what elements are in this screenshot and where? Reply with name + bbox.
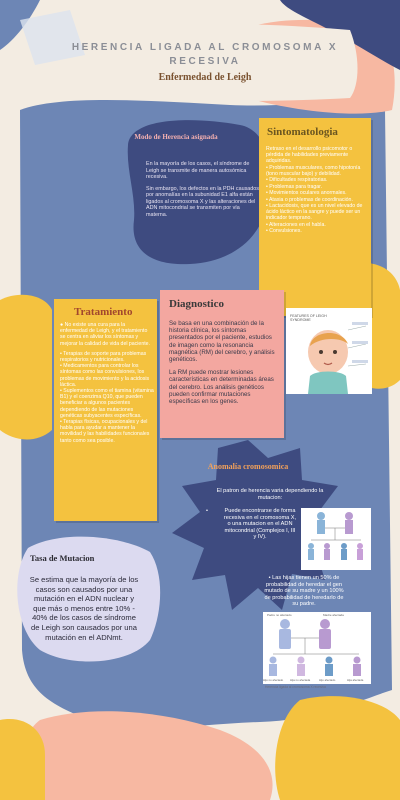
sintomatologia-title: Sintomatologia xyxy=(267,126,338,138)
diagnostico-title: Diagnostico xyxy=(169,298,224,310)
leigh-features-heading: FEATURES OF LEIGH SYNDROME xyxy=(290,314,327,323)
page-title: HERENCIA LIGADA AL CROMOSOMA X RECESIVA xyxy=(71,42,339,67)
bullet-dot-icon: • xyxy=(206,508,208,514)
anomalia-bullet-1 xyxy=(206,508,297,541)
modo-herencia-paragraph-1: En la mayoría de los casos, el síndrome de Leigh se transmite de manera autosómica recesiva. xyxy=(146,161,250,180)
diagnostico-paragraph-2: La RM puede mostrar lesiones características en determinadas áreas del cerebro. Los análisis genéticos pueden confirmar mutaciones específicas en los genes. xyxy=(169,369,274,406)
pedigree-label: Madre afectada xyxy=(323,613,344,617)
anomalia-bullet-2: • Las hijas tienen un 50% de probabilidad de heredar el gen mutado de su madre y un 100% de probabilidad de heredarlo de su padre. xyxy=(264,575,344,608)
sintomatologia-item: • Convulsiones. xyxy=(266,228,302,235)
pedigree-large-illustration xyxy=(263,612,371,684)
sintomatologia-item: • Problemas para tragar. xyxy=(266,183,323,190)
modo-herencia-title: Modo de Herencia asignada xyxy=(134,133,218,141)
tratamiento-list xyxy=(60,322,154,444)
sintomatologia-item: • Dificultades respiratorias. xyxy=(266,177,328,184)
tratamiento-item: • Terapias de soporte para problemas respiratorios y nutricionales. xyxy=(60,350,147,364)
tratamiento-title: Tratamiento xyxy=(74,306,133,318)
tasa-text: Se estima que la mayoría de los casos son causados por una mutación en el ADN nuclear y que más o menos entre 10% - 40% de los casos de síndrome de Leigh son causados por una mutación en el ADNmt. xyxy=(29,575,139,642)
tratamiento-item-text: No existe una cura para la enfermedad de Leigh, y el tratamiento se centra en aliviar los síntomas y mejorar la calidad de vida del paciente. xyxy=(60,322,150,347)
sintomatologia-item: • Ataxia o problemas de coordinación. xyxy=(266,196,353,203)
pedigree-small-illustration xyxy=(301,508,371,570)
pedigree-figure-small xyxy=(301,508,371,570)
sintomatologia-list xyxy=(266,146,364,235)
diagnostico-text xyxy=(169,320,277,405)
modo-herencia-paragraph-2: Sin embargo, los defectos en la PDH causados por anomalías en la subunidad E1 alfa están ligados al cromosoma X y las alteraciones del ADN mitocondrial se transmiten por vía materna. xyxy=(146,185,259,218)
anomalia-intro: El patron de herencia varia dependiendo la mutacion: xyxy=(216,488,324,501)
tasa-title: Tasa de Mutacion xyxy=(30,553,95,563)
pedigree-label: Hija no afectada xyxy=(290,678,311,682)
pedigree-label: Hijo no afectado xyxy=(263,678,284,682)
anomalia-title: Anomalía cromosomica xyxy=(207,462,289,471)
sintomatologia-item: Retraso en el desarrollo psicomotor o pérdida de habilidades previamente adquiridas. xyxy=(266,146,353,165)
pedigree-caption: Herencia ligada al cromosoma X recesiva xyxy=(265,685,326,689)
pedigree-label: Padre no afectado xyxy=(267,613,292,617)
sintomatologia-item: • Lactacidosis, que es un nivel elevado de ácido láctico en la sangre y puede ser un indicador temprano. xyxy=(266,202,363,222)
child-illustration xyxy=(286,308,372,394)
tratamiento-item: • Suplementos como el tiamina (vitamina B1) y el coenzima Q10, que pueden beneficiar a algunos pacientes dependiendo de las mutaciones genéticas subyacentes específicas. xyxy=(60,388,154,419)
sintomatologia-item: • Movimientos oculares anormales. xyxy=(266,190,347,197)
tratamiento-item: ● No existe una cura para la enfermedad de Leigh, y el tratamiento se centra en aliviar los síntomas y mejorar la calidad de vida del paciente. xyxy=(60,322,150,347)
anomalia-bullet-1-text: Puede encontrarse de forma recesiva en el cromosoma X, o una mutacion en el ADN mitocondrial (Complejos I, III y IV). xyxy=(223,508,297,541)
pedigree-label: Hijo afectado xyxy=(319,678,336,682)
modo-herencia-text xyxy=(146,161,262,218)
diagnostico-paragraph-1: Se basa en una combinación de la historia clínica, los síntomas presentados por el paciente, estudios de imagen como la resonancia magnética (RM) del cerebro, y análisis genéticos. xyxy=(169,320,275,364)
tratamiento-item: • Medicamentos para controlar los síntomas como las convulsiones, los problemas de movimiento y la acidosis láctica. xyxy=(60,363,150,388)
page-subtitle: Enfermedad de Leigh xyxy=(158,72,252,83)
pedigree-label: Hija afectada xyxy=(347,678,364,682)
tratamiento-item: • Terapias físicas, ocupacionales y del habla para ayudar a mantener la movilidad y las habilidades funcionales tanto como sea posible. xyxy=(60,419,150,444)
pedigree-figure-large xyxy=(263,612,371,684)
sintomatologia-item: • Alteraciones en el habla. xyxy=(266,221,326,228)
sintomatologia-item: • Problemas musculares, como hipotonía (tono muscular bajo) y debilidad. xyxy=(266,164,361,177)
leigh-features-figure xyxy=(286,308,372,394)
